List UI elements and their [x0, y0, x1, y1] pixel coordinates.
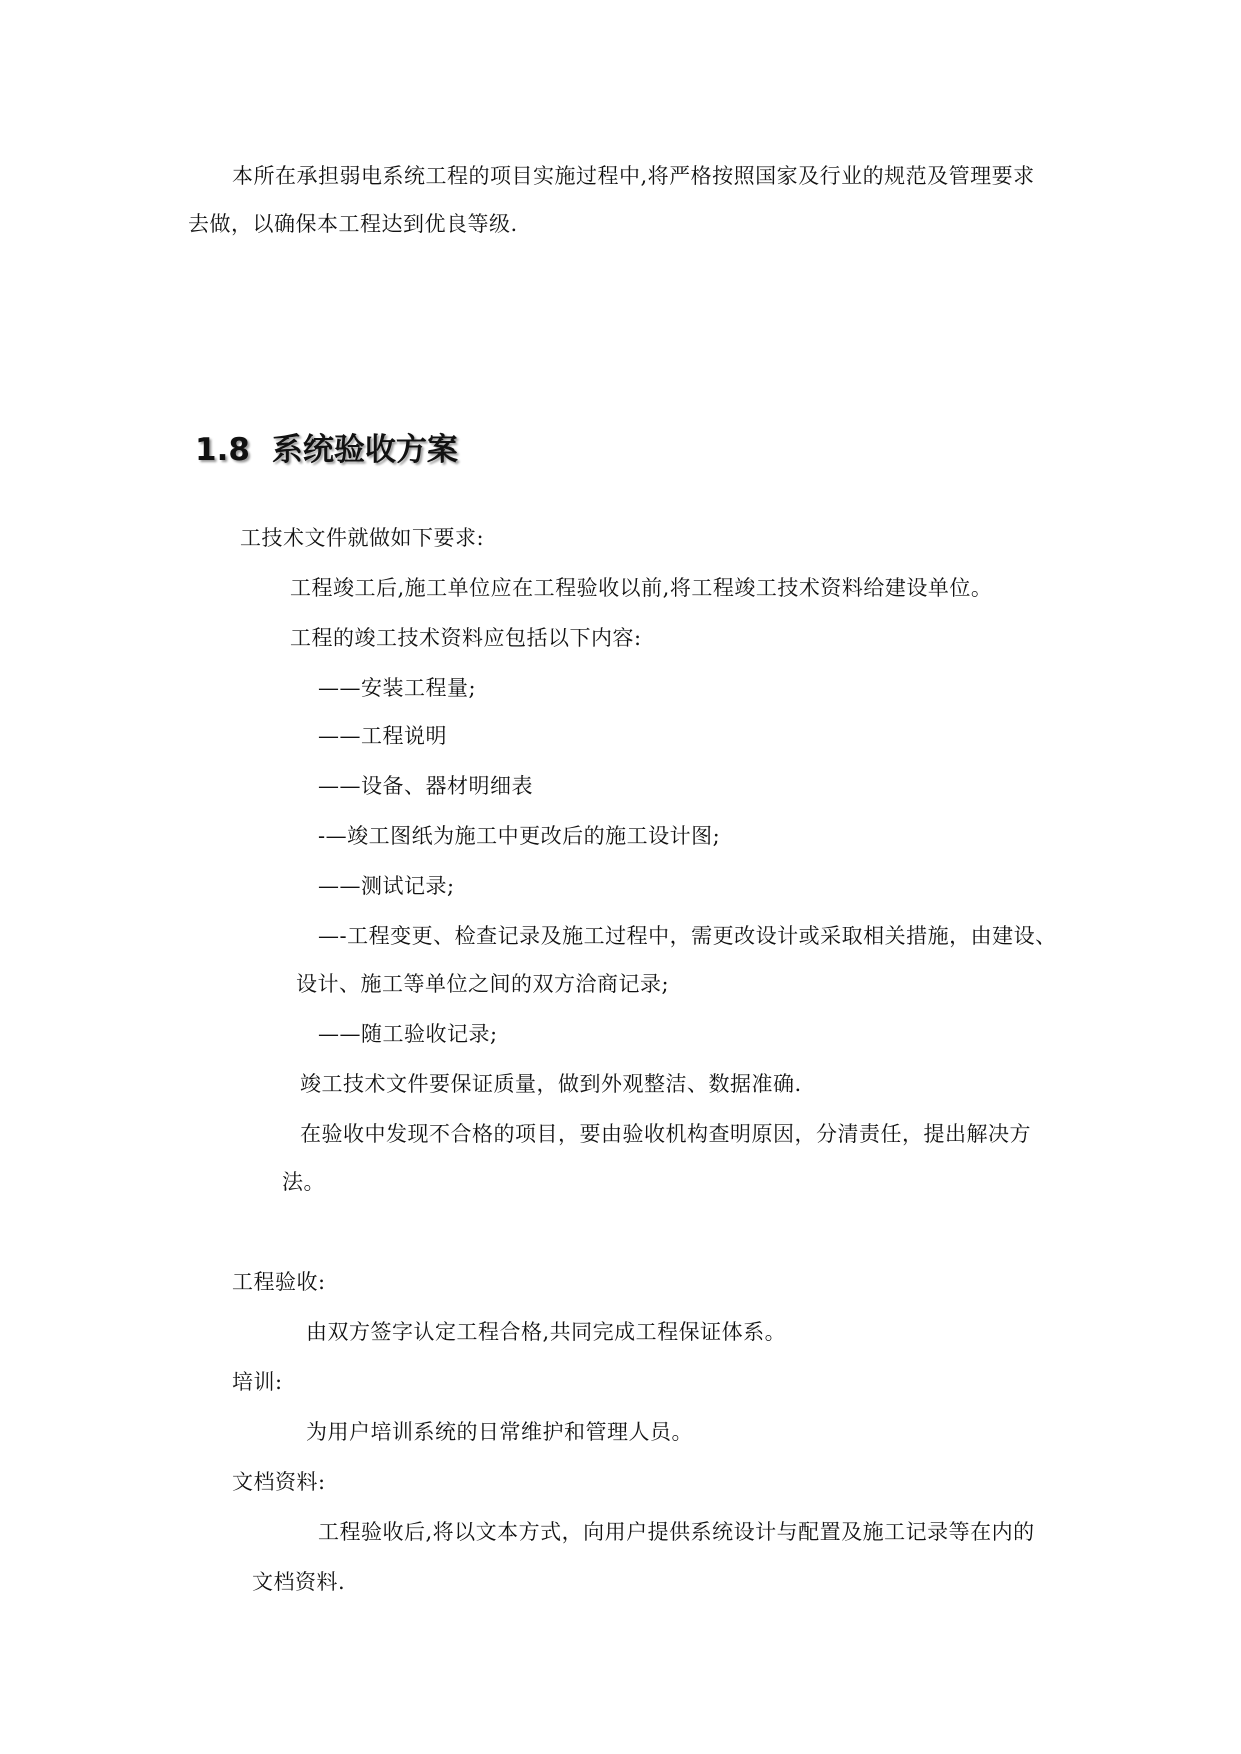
problems-line-1: 在验收中发现不合格的项目，要由验收机构查明原因，分清责任，提出解决方: [300, 1122, 1031, 1146]
section-title: 系统验收方案: [271, 432, 458, 468]
list-item: ——测试记录;: [318, 874, 455, 898]
section-number: 1.8: [195, 432, 250, 468]
acceptance-label: 工程验收:: [232, 1270, 326, 1294]
intro-line-2: 去做，以确保本工程达到优良等级.: [188, 212, 518, 236]
list-item: ——设备、器材明细表: [318, 774, 533, 798]
list-item-continuation: 设计、施工等单位之间的双方洽商记录;: [296, 972, 670, 996]
quality-paragraph: 竣工技术文件要保证质量，做到外观整洁、数据准确.: [300, 1072, 802, 1096]
requirements-lead: 工技术文件就做如下要求:: [240, 526, 485, 550]
problems-line-2: 法。: [282, 1170, 325, 1194]
training-text: 为用户培训系统的日常维护和管理人员。: [306, 1420, 693, 1444]
training-label: 培训:: [232, 1370, 283, 1394]
documentation-label: 文档资料:: [232, 1470, 326, 1494]
list-item: —-工程变更、检查记录及施工过程中，需更改设计或采取相关措施，由建设、: [318, 924, 1057, 948]
documentation-line-2: 文档资料.: [252, 1570, 346, 1594]
list-item: ——随工验收记录;: [318, 1022, 498, 1046]
documentation-line-1: 工程验收后,将以文本方式，向用户提供系统设计与配置及施工记录等在内的: [318, 1520, 1035, 1544]
list-item: ——安装工程量;: [318, 676, 477, 700]
intro-line-1: 本所在承担弱电系统工程的项目实施过程中,将严格按照国家及行业的规范及管理要求: [232, 164, 1035, 188]
section-heading: [195, 430, 458, 470]
requirements-paragraph-1: 工程竣工后,施工单位应在工程验收以前,将工程竣工技术资料给建设单位。: [290, 576, 993, 600]
list-item: ——工程说明: [318, 724, 447, 748]
list-item: -—竣工图纸为施工中更改后的施工设计图;: [318, 824, 721, 848]
acceptance-text: 由双方签字认定工程合格,共同完成工程保证体系。: [306, 1320, 787, 1344]
requirements-paragraph-2: 工程的竣工技术资料应包括以下内容:: [290, 626, 642, 650]
